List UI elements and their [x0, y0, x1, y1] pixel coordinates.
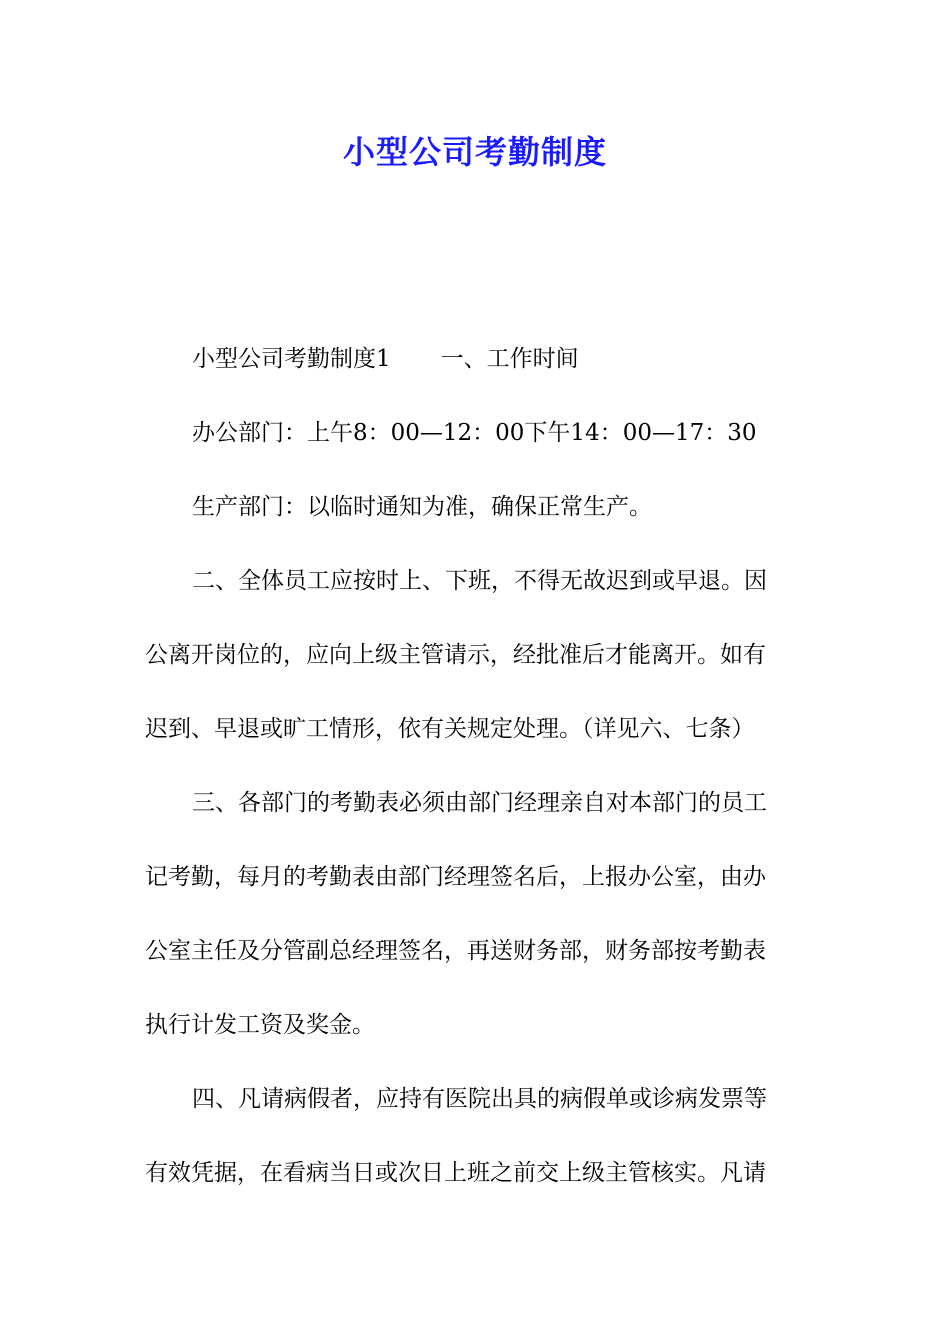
- paragraph-line: 执行计发工资及奖金。: [145, 1012, 375, 1038]
- paragraph-line: 二、全体员工应按时上、下班，不得无故迟到或早退。因: [192, 568, 767, 594]
- paragraph-line: 记考勤，每月的考勤表由部门经理签名后，上报办公室，由办: [145, 864, 766, 890]
- heading-section: 一、工作时间: [440, 346, 579, 372]
- paragraph-line: 公室主任及分管副总经理签名，再送财务部，财务部按考勤表: [145, 938, 766, 964]
- paragraph-line: 三、各部门的考勤表必须由部门经理亲自对本部门的员工: [192, 790, 767, 816]
- heading-prefix: 小型公司考勤制度1: [192, 346, 391, 372]
- paragraph-line: 有效凭据，在看病当日或次日上班之前交上级主管核实。凡请: [145, 1160, 766, 1186]
- paragraph-line: 生产部门：以临时通知为准，确保正常生产。: [192, 494, 652, 520]
- paragraph-line: 四、凡请病假者，应持有医院出具的病假单或诊病发票等: [192, 1086, 767, 1112]
- section-heading-line: [145, 336, 805, 410]
- document-title: 小型公司考勤制度: [342, 133, 607, 171]
- paragraph-line: 迟到、早退或旷工情形，依有关规定处理。（详见六、七条）: [145, 716, 755, 742]
- paragraph-line: 办公部门：上午8：00—12：00下午14：00—17：30: [192, 420, 757, 446]
- document-body: [145, 336, 805, 1224]
- paragraph-line: 公离开岗位的，应向上级主管请示，经批准后才能离开。如有: [145, 642, 766, 668]
